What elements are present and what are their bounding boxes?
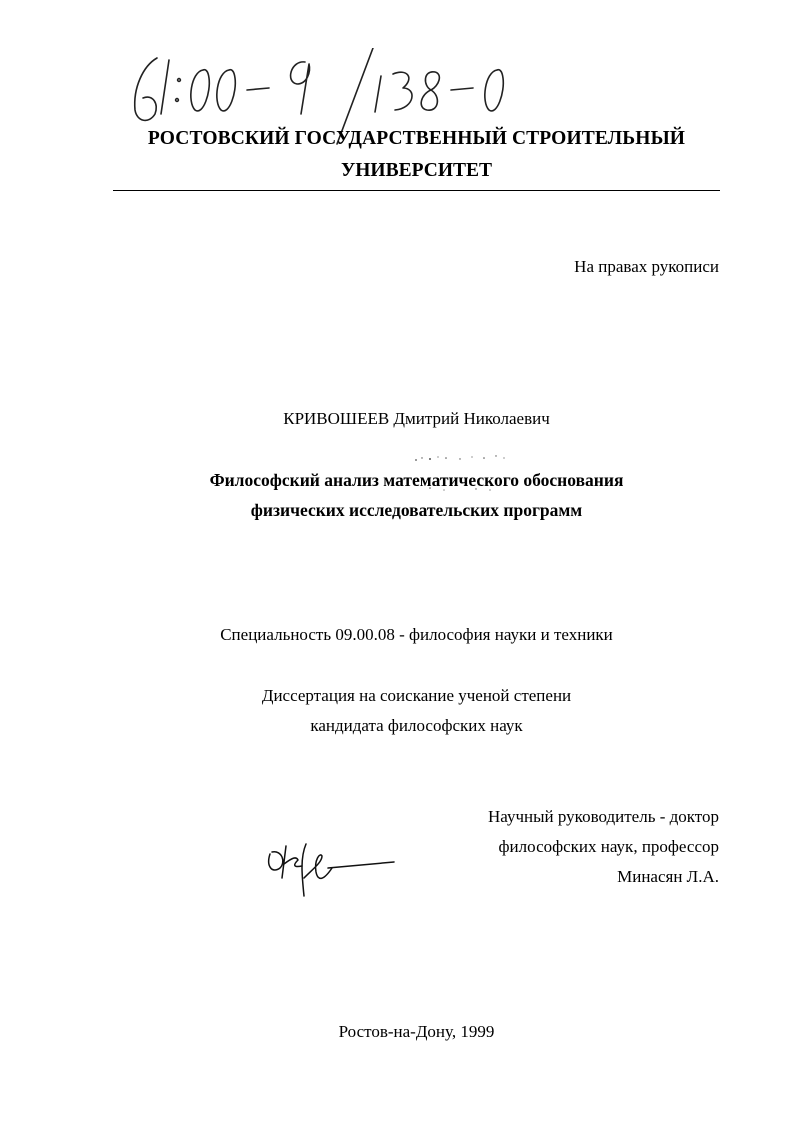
- rights-note: На правах рукописи: [574, 257, 719, 276]
- supervisor-line2: философских наук, профессор: [498, 837, 719, 856]
- dissertation-title-line1: Философский анализ математического обоснования: [209, 470, 624, 490]
- degree-line1: Диссертация на соискание ученой степени: [261, 686, 572, 705]
- signature: [262, 838, 402, 900]
- supervisor-line1: Научный руководитель - доктор: [488, 807, 719, 826]
- dissertation-title-line2: физических исследовательских программ: [250, 500, 583, 520]
- header-divider: [113, 190, 720, 191]
- speciality-line: Специальность 09.00.08 - философия науки и техники: [220, 625, 613, 644]
- supervisor-name: Минасян Л.А.: [617, 867, 719, 886]
- degree-line2: кандидата философских наук: [310, 716, 523, 735]
- city-year: Ростов-на-Дону, 1999: [338, 1022, 495, 1041]
- author-name: КРИВОШЕЕВ Дмитрий Николаевич: [283, 409, 550, 428]
- university-name-line2: УНИВЕРСИТЕТ: [340, 160, 493, 181]
- university-name-line1: РОСТОВСКИЙ ГОСУДАРСТВЕННЫЙ СТРОИТЕЛЬНЫЙ: [147, 128, 686, 149]
